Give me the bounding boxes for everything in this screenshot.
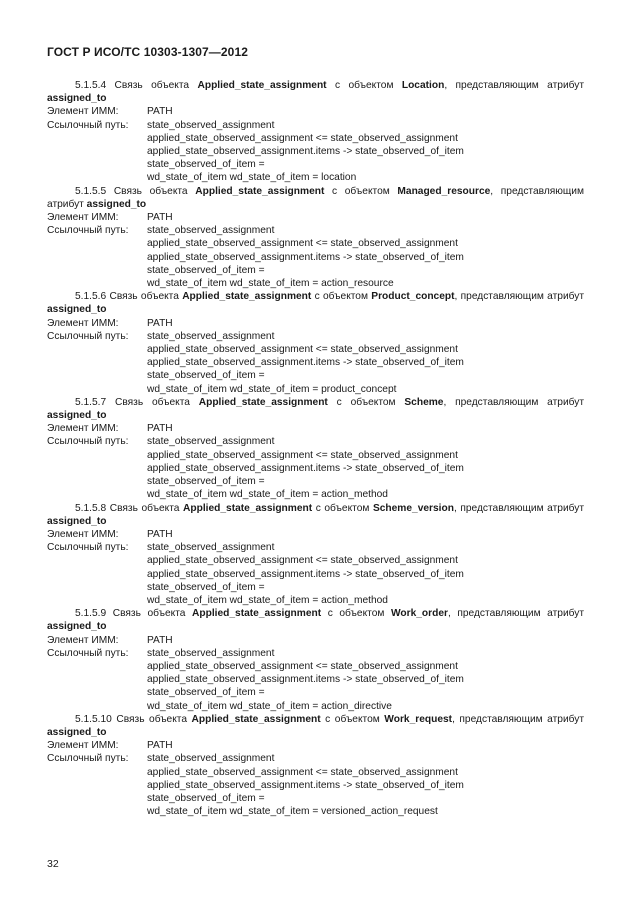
path-line: wd_state_of_item wd_state_of_item = action_method xyxy=(147,489,388,501)
path-line: applied_state_observed_assignment <= state_observed_assignment xyxy=(147,344,458,356)
element-value: PATH xyxy=(147,212,173,224)
heading-text-3: , представляющим атрибут xyxy=(444,80,585,91)
target-entity: Scheme xyxy=(404,396,444,408)
section-heading xyxy=(47,79,584,105)
element-label: Элемент ИММ: xyxy=(47,212,119,224)
path-line: state_observed_assignment xyxy=(147,753,275,765)
element-row xyxy=(47,739,584,752)
document-header: ГОСТ Р ИСО/ТС 10303-1307—2012 xyxy=(47,45,248,59)
path-row xyxy=(47,435,584,448)
path-line: wd_state_of_item wd_state_of_item = location xyxy=(147,172,357,184)
attribute-name: assigned_to xyxy=(47,410,107,422)
section-number: 5.1.5.9 xyxy=(75,608,107,620)
path-line: applied_state_observed_assignment.items -> state_observed_of_item xyxy=(147,462,464,474)
path-label: Ссылочный путь: xyxy=(47,119,129,131)
source-entity: Applied_state_assignment xyxy=(182,291,312,303)
path-line: applied_state_observed_assignment <= state_observed_assignment xyxy=(147,132,458,144)
mapping-section xyxy=(47,185,584,291)
heading-text-2: с объектом xyxy=(320,713,385,725)
path-line: wd_state_of_item wd_state_of_item = action_directive xyxy=(147,700,392,712)
source-entity: Applied_state_assignment xyxy=(183,502,313,514)
element-value: PATH xyxy=(147,423,173,435)
heading-text-1: Связь объекта xyxy=(106,502,184,514)
path-line: state_observed_of_item = xyxy=(147,370,265,382)
section-heading xyxy=(47,185,584,211)
mapping-section xyxy=(47,79,584,185)
element-label: Элемент ИММ: xyxy=(47,528,119,540)
attribute-name: assigned_to xyxy=(47,621,107,633)
path-line: state_observed_assignment xyxy=(147,436,275,448)
element-value: PATH xyxy=(147,317,173,329)
path-line: wd_state_of_item wd_state_of_item = versioned_action_request xyxy=(147,806,438,818)
element-label: Элемент ИММ: xyxy=(47,740,119,752)
heading-text-2: с объектом xyxy=(324,185,398,197)
target-entity: Work_order xyxy=(390,608,448,620)
section-heading xyxy=(47,396,584,422)
element-row xyxy=(47,317,584,330)
element-label: Элемент ИММ: xyxy=(47,423,119,435)
element-row xyxy=(47,528,584,541)
heading-text-2: с объектом xyxy=(321,608,391,620)
path-line: state_observed_assignment xyxy=(147,119,275,131)
target-entity: Scheme_version xyxy=(372,502,454,514)
mapping-section xyxy=(47,502,584,608)
path-line: applied_state_observed_assignment <= state_observed_assignment xyxy=(147,555,458,567)
heading-text-2: с объектом xyxy=(311,291,372,303)
page-number: 32 xyxy=(47,858,59,870)
mapping-section xyxy=(47,396,584,502)
source-entity: Applied_state_assignment xyxy=(192,608,322,620)
section-heading xyxy=(47,290,584,316)
path-label: Ссылочный путь: xyxy=(47,542,129,554)
element-value: PATH xyxy=(147,106,173,118)
path-row xyxy=(47,330,584,343)
heading-text-1: Связь объекта xyxy=(106,608,193,620)
heading-text-3: , представляющим атрибут xyxy=(447,608,585,620)
heading-text-2: с объектом xyxy=(327,396,405,408)
heading-text-3: , представляющим атрибут xyxy=(453,502,584,514)
path-line: wd_state_of_item wd_state_of_item = product_concept xyxy=(147,383,397,395)
attribute-name: assigned_to xyxy=(47,93,107,105)
section-heading xyxy=(47,607,584,633)
heading-text-1: Связь объекта xyxy=(111,713,192,725)
path-row xyxy=(47,224,584,237)
path-line: applied_state_observed_assignment.items -> state_observed_of_item xyxy=(147,779,464,791)
heading-text-2: с объектом xyxy=(326,80,402,91)
path-line: state_observed_assignment xyxy=(147,225,275,237)
path-label: Ссылочный путь: xyxy=(47,330,129,342)
path-line: applied_state_observed_assignment <= state_observed_assignment xyxy=(147,766,458,778)
heading-text-3: , представляющим атрибут xyxy=(443,396,585,408)
element-row xyxy=(47,105,584,118)
path-line: state_observed_assignment xyxy=(147,330,275,342)
source-entity: Applied_state_assignment xyxy=(195,185,325,197)
heading-text-3: , представляющим атрибут xyxy=(452,713,585,725)
path-line: state_observed_of_item = xyxy=(147,687,265,699)
element-value: PATH xyxy=(147,740,173,752)
mapping-section xyxy=(47,713,584,819)
path-line: state_observed_of_item = xyxy=(147,264,265,276)
document-body xyxy=(47,79,584,818)
source-entity: Applied_state_assignment xyxy=(197,80,327,91)
section-heading xyxy=(47,502,584,528)
path-row xyxy=(47,541,584,554)
path-line: state_observed_assignment xyxy=(147,542,275,554)
path-line: wd_state_of_item wd_state_of_item = action_resource xyxy=(147,278,394,290)
element-label: Элемент ИММ: xyxy=(47,634,119,646)
path-row xyxy=(47,119,584,132)
source-entity: Applied_state_assignment xyxy=(191,713,321,725)
attribute-name: assigned_to xyxy=(47,726,107,738)
heading-text-2: с объектом xyxy=(312,502,373,514)
heading-text-3: , представляющим атрибут xyxy=(47,185,585,210)
attribute-name: assigned_to xyxy=(86,198,147,210)
target-entity: Product_concept xyxy=(371,291,455,303)
section-number: 5.1.5.8 xyxy=(75,502,107,514)
heading-text-1: Связь объекта xyxy=(106,396,199,408)
path-line: wd_state_of_item wd_state_of_item = action_method xyxy=(147,594,388,606)
element-label: Элемент ИММ: xyxy=(47,317,119,329)
section-heading xyxy=(47,713,584,739)
path-label: Ссылочный путь: xyxy=(47,647,129,659)
path-line: applied_state_observed_assignment <= state_observed_assignment xyxy=(147,238,458,250)
heading-text-1: Связь объекта xyxy=(106,291,183,303)
path-line: state_observed_of_item = xyxy=(147,476,265,488)
heading-text-3: , представляющим атрибут xyxy=(454,291,585,303)
section-number: 5.1.5.10 xyxy=(75,713,112,725)
path-row xyxy=(47,647,584,660)
path-line: applied_state_observed_assignment.items -> state_observed_of_item xyxy=(147,568,464,580)
path-line: applied_state_observed_assignment.items -> state_observed_of_item xyxy=(147,357,464,369)
section-number: 5.1.5.7 xyxy=(75,396,107,408)
element-row xyxy=(47,422,584,435)
path-line: applied_state_observed_assignment.items -> state_observed_of_item xyxy=(147,251,464,263)
attribute-name: assigned_to xyxy=(47,515,107,527)
heading-text-1: Связь объекта xyxy=(106,80,198,91)
path-row xyxy=(47,752,584,765)
element-value: PATH xyxy=(147,528,173,540)
element-row xyxy=(47,211,584,224)
mapping-section xyxy=(47,290,584,396)
target-entity: Work_request xyxy=(384,713,453,725)
element-row xyxy=(47,634,584,647)
source-entity: Applied_state_assignment xyxy=(198,396,328,408)
path-line: state_observed_assignment xyxy=(147,647,275,659)
mapping-section xyxy=(47,607,584,713)
path-line: applied_state_observed_assignment <= state_observed_assignment xyxy=(147,449,458,461)
path-line: applied_state_observed_assignment.items -> state_observed_of_item xyxy=(147,674,464,686)
section-number: 5.1.5.5 xyxy=(75,185,107,197)
element-label: Элемент ИММ: xyxy=(47,106,119,118)
target-entity: Managed_resource xyxy=(397,185,491,197)
path-line: applied_state_observed_assignment.items -> state_observed_of_item xyxy=(147,146,464,158)
path-label: Ссылочный путь: xyxy=(47,753,129,765)
element-value: PATH xyxy=(147,634,173,646)
section-number: 5.1.5.4 xyxy=(75,80,107,91)
attribute-name: assigned_to xyxy=(47,304,107,316)
path-line: state_observed_of_item = xyxy=(147,792,265,804)
target-entity: Location xyxy=(401,80,445,91)
heading-text-1: Связь объекта xyxy=(106,185,196,197)
path-label: Ссылочный путь: xyxy=(47,436,129,448)
path-line: applied_state_observed_assignment <= state_observed_assignment xyxy=(147,660,458,672)
section-number: 5.1.5.6 xyxy=(75,291,107,303)
path-label: Ссылочный путь: xyxy=(47,225,129,237)
path-line: state_observed_of_item = xyxy=(147,581,265,593)
path-line: state_observed_of_item = xyxy=(147,159,265,171)
